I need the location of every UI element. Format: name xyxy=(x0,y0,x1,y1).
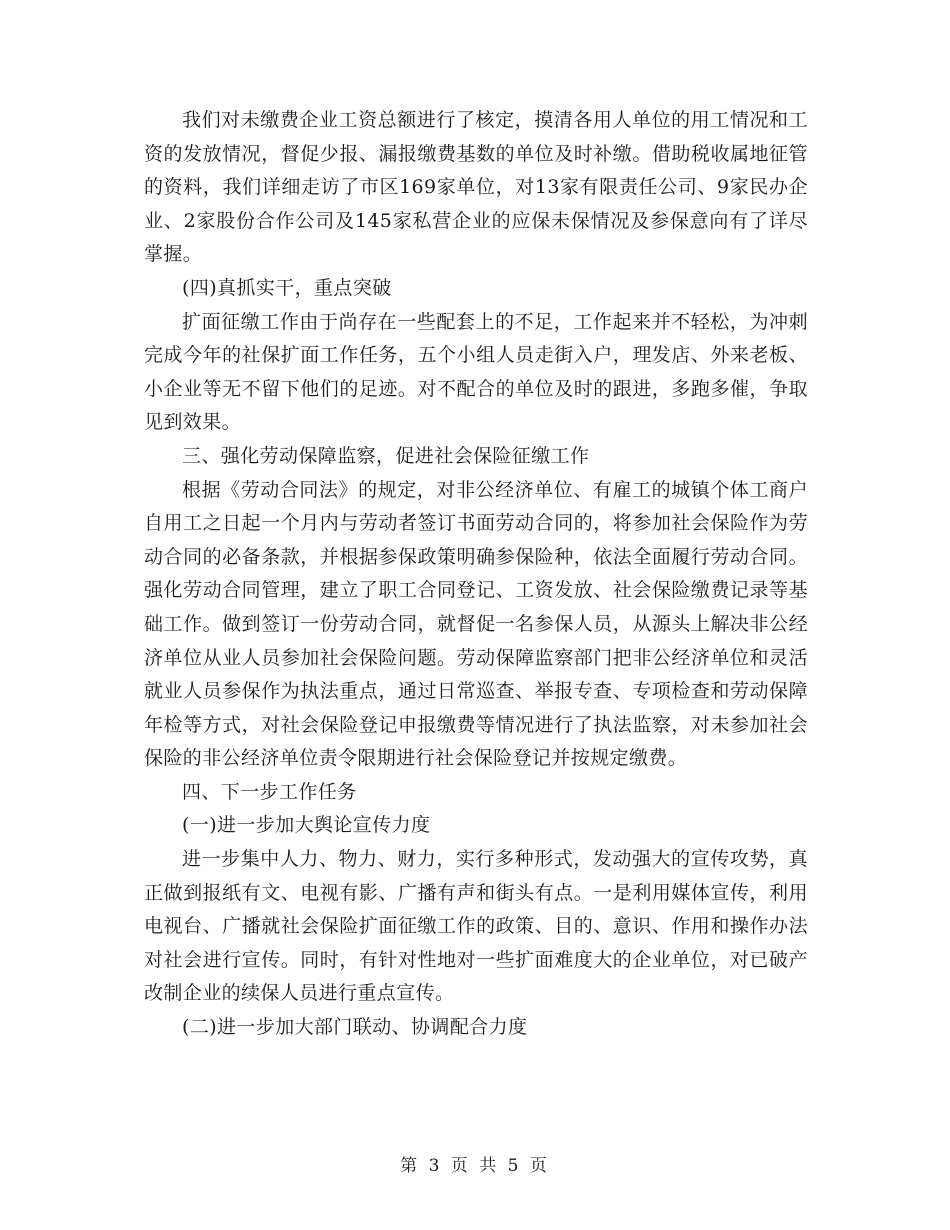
heading-part-4: 四、下一步工作任务 xyxy=(182,780,357,803)
page-number-footer: 第 3 页 共 5 页 xyxy=(400,1156,550,1176)
paragraph-wage-verification: 我们对未缴费企业工资总额进行了核定，摸清各用人单位的用工情况和工资的发放情况，督促少报、漏报缴费基数的单位及时补缴。借助税收属地征管的资料，我们详细走访了市区169家单位，对13家有限责任公司、9家民办企业、2家股份合作公司及145家私营企业的应保未保情况及参保意向有了详尽掌握。 xyxy=(144,109,808,266)
heading-subsection-2: (二)进一步加大部门联动、协调配合力度 xyxy=(182,1016,528,1039)
paragraph-expansion-work: 扩面征缴工作由于尚存在一些配套上的不足，工作起来并不轻松，为冲刺完成今年的社保扩面工作任务，五个小组人员走街入户，理发店、外来老板、小企业等无不留下他们的足迹。对不配合的单位及时的跟进，多跑多催，争取见到效果。 xyxy=(144,310,808,434)
paragraph-publicity: 进一步集中人力、物力、财力，实行多种形式，发动强大的宣传攻势，真正做到报纸有文、电视有影、广播有声和街头有点。一是利用媒体宣传，利用电视台、广播就社会保险扩面征缴工作的政策、目的、意识、作用和操作办法对社会进行宣传。同时，有针对性地对一些扩面难度大的企业单位，对已破产改制企业的续保人员进行重点宣传。 xyxy=(144,848,808,1005)
heading-part-3: 三、强化劳动保障监察，促进社会保险征缴工作 xyxy=(182,444,590,467)
document-body xyxy=(144,104,808,1045)
heading-section-4: (四)真抓实干，重点突破 xyxy=(182,276,392,299)
heading-subsection-1: (一)进一步加大舆论宣传力度 xyxy=(182,814,431,837)
paragraph-labor-contract: 根据《劳动合同法》的规定，对非公经济单位、有雇工的城镇个体工商户自用工之日起一个月内与劳动者签订书面劳动合同的，将参加社会保险作为劳动合同的必备条款，并根据参保政策明确参保险种，依法全面履行劳动合同。强化劳动合同管理，建立了职工合同登记、工资发放、社会保险缴费记录等基础工作。做到签订一份劳动合同，就督促一名参保人员，从源头上解决非公经济单位从业人员参加社会保险问题。劳动保障监察部门把非公经济单位和灵活就业人员参保作为执法重点，通过日常巡查、举报专查、专项检查和劳动保障年检等方式，对社会保险登记申报缴费等情况进行了执法监察，对未参加社会保险的非公经济单位责令限期进行社会保险登记并按规定缴费。 xyxy=(144,478,808,770)
